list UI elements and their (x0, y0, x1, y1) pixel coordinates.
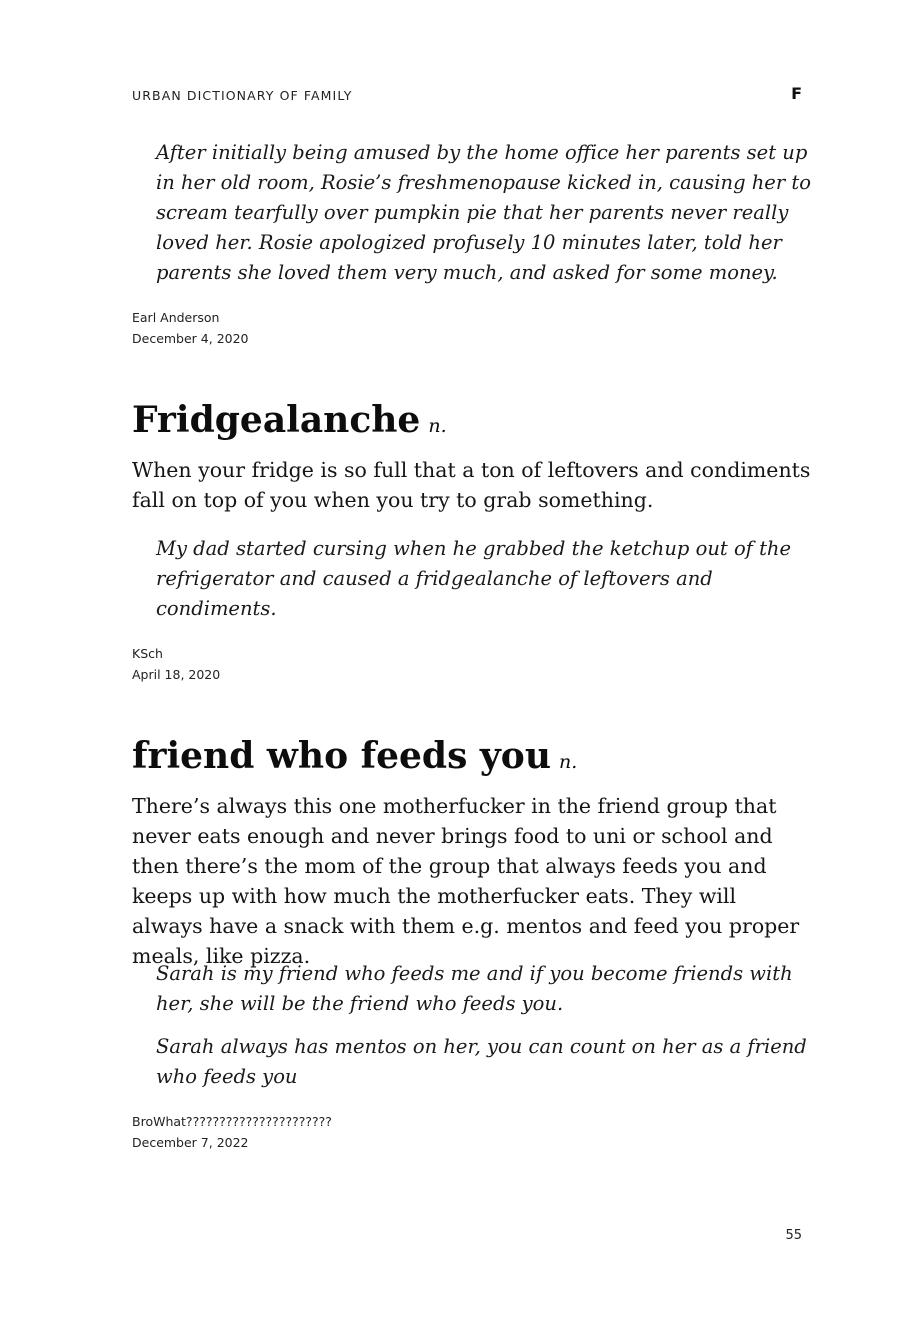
entry-author: BroWhat?????????????????????? (132, 1114, 332, 1129)
entry-headword (132, 734, 577, 784)
entry-date: April 18, 2020 (132, 667, 221, 682)
example-sentence: My dad started cursing when he grabbed the ketchup out of the refrigerator and caused a fridgealanche of leftovers and condiments. (156, 537, 792, 620)
part-of-speech: n. (559, 751, 578, 773)
example-sentence: Sarah always has mentos on her, you can count on her as a friend who feeds you (156, 1035, 807, 1088)
entry-date: December 4, 2020 (132, 331, 249, 346)
running-title: URBAN DICTIONARY OF FAMILY (132, 88, 353, 103)
headword-text: friend who feeds you (132, 735, 551, 777)
section-letter: F (791, 84, 802, 103)
entry-date: December 7, 2022 (132, 1135, 249, 1150)
entry-definition: There’s always this one motherfucker in the friend group that never eats enough and never brings food to uni or school and then there’s the mom of the group that always feeds you and keeps up with how much the motherfucker eats. They will always have a snack with them e.g. mentos and feed you proper meals, like pizza. (132, 794, 800, 968)
page-number: 55 (785, 1228, 802, 1243)
entry-byline (132, 307, 249, 349)
example-sentence: Sarah is my friend who feeds me and if you become friends with her, she will be the friend who feeds you. (156, 962, 793, 1015)
part-of-speech: n. (428, 415, 447, 437)
headword-text: Fridgealanche (132, 399, 421, 441)
entry-byline (132, 1111, 332, 1153)
entry-definition: When your fridge is so full that a ton of leftovers and condiments fall on top of you when you try to grab something. (132, 458, 811, 512)
example-sentence: After initially being amused by the home office her parents set up in her old room, Rosie’s freshmenopause kicked in, causing her to scream tearfully over pumpkin pie that her parents never really loved her. Rosie apologized profusely 10 minutes later, told her parents she loved them very much, and asked for some money. (156, 141, 811, 284)
entry-byline (132, 643, 220, 685)
entry-headword (132, 398, 447, 448)
entry-author: KSch (132, 646, 163, 661)
entry-author: Earl Anderson (132, 310, 220, 325)
